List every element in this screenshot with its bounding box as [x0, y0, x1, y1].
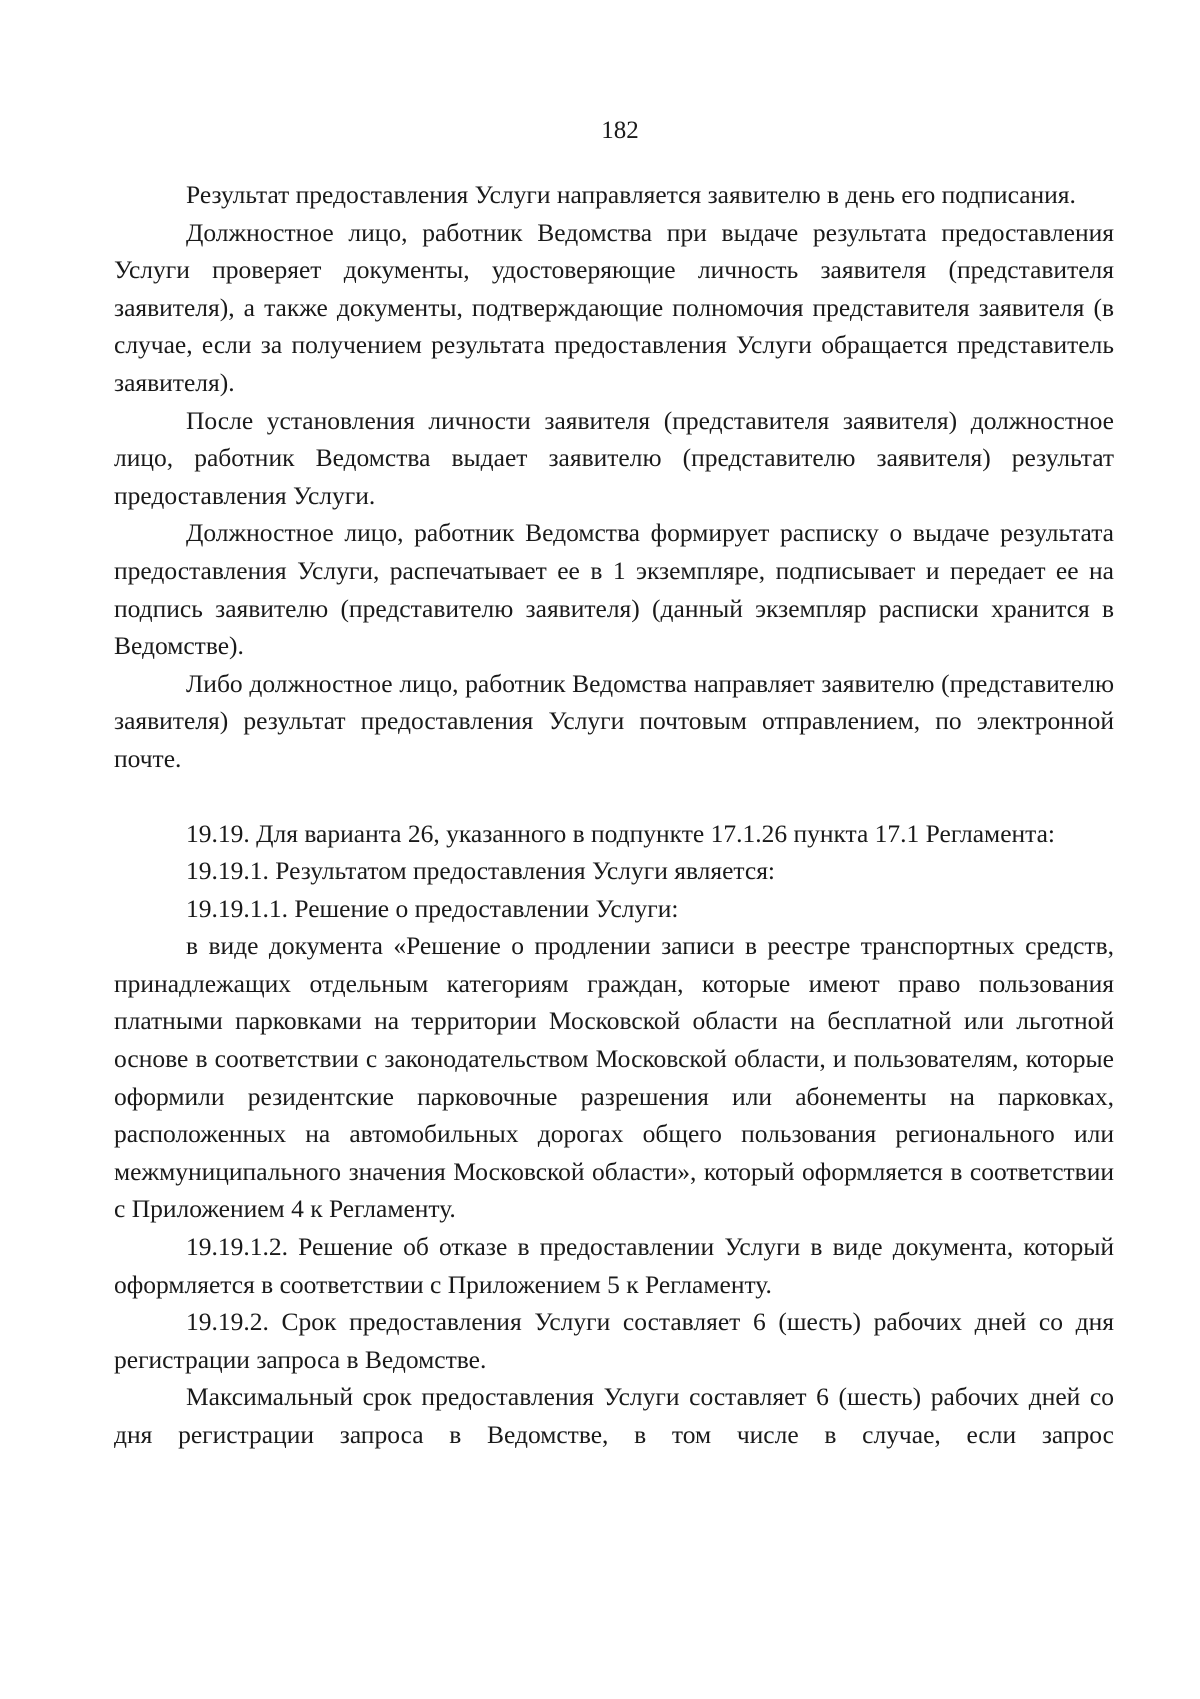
paragraph: После установления личности заявителя (представителя заявителя) должностное лицо, работник Ведомства выдает заявителю (представителю заявителя) результат предоставления Услуги.: [114, 405, 1114, 510]
page-number: 182: [601, 117, 639, 144]
paragraph: 19.19.1.2. Решение об отказе в предоставлении Услуги в виде документа, который оформляется в соответствии с Приложением 5 к Регламенту.: [114, 1232, 1114, 1299]
section-gap: [114, 778, 1114, 815]
paragraph: Результат предоставления Услуги направляется заявителю в день его подписания.: [186, 180, 1076, 209]
paragraph: 19.19.2. Срок предоставления Услуги составляет 6 (шесть) рабочих дней со дня регистрации запроса в Ведомстве.: [114, 1307, 1114, 1374]
paragraph: в виде документа «Решение о продлении записи в реестре транспортных средств, принадлежащих отдельным категориям граждан, которые имеют право пользования платными парковками на территории Московской области на бесплатной или льготной основе в соответствии с законодательством Московской области, и пользователям, которые оформили резидентские парковочные разрешения или абонементы на парковках, расположенных на автомобильных дорогах общего пользования регионального или межмуниципального значения Московской области», который оформляется в соответствии с Приложением 4 к Регламенту.: [114, 931, 1114, 1224]
paragraph: 19.19.1. Результатом предоставления Услуги является:: [186, 856, 776, 886]
document-body: [114, 176, 1114, 1454]
paragraph: Должностное лицо, работник Ведомства при выдаче результата предоставления Услуги проверяет документы, удостоверяющие личность заявителя (представителя заявителя), а также документы, подтверждающие полномочия представителя заявителя (в случае, если за получением результата предоставления Услуги обращается представитель заявителя).: [114, 217, 1114, 397]
paragraph: Либо должностное лицо, работник Ведомства направляет заявителю (представителю заявителя) результат предоставления Услуги почтовым отправлением, по электронной почте.: [114, 668, 1114, 773]
paragraph-continued: Максимальный срок предоставления Услуги составляет 6 (шесть) рабочих дней со дня регистрации запроса в Ведомстве, в том числе в случае, если запрос: [114, 1382, 1114, 1449]
paragraph: Должностное лицо, работник Ведомства формирует расписку о выдаче результата предоставления Услуги, распечатывает ее в 1 экземпляре, подписывает и передает ее на подпись заявителю (представителю заявителя) (данный экземпляр расписки хранится в Ведомстве).: [114, 518, 1114, 661]
section-heading-19-19: 19.19. Для варианта 26, указанного в подпункте 17.1.26 пункта 17.1 Регламента:: [186, 818, 1056, 848]
paragraph: 19.19.1.1. Решение о предоставлении Услуги:: [186, 893, 679, 923]
